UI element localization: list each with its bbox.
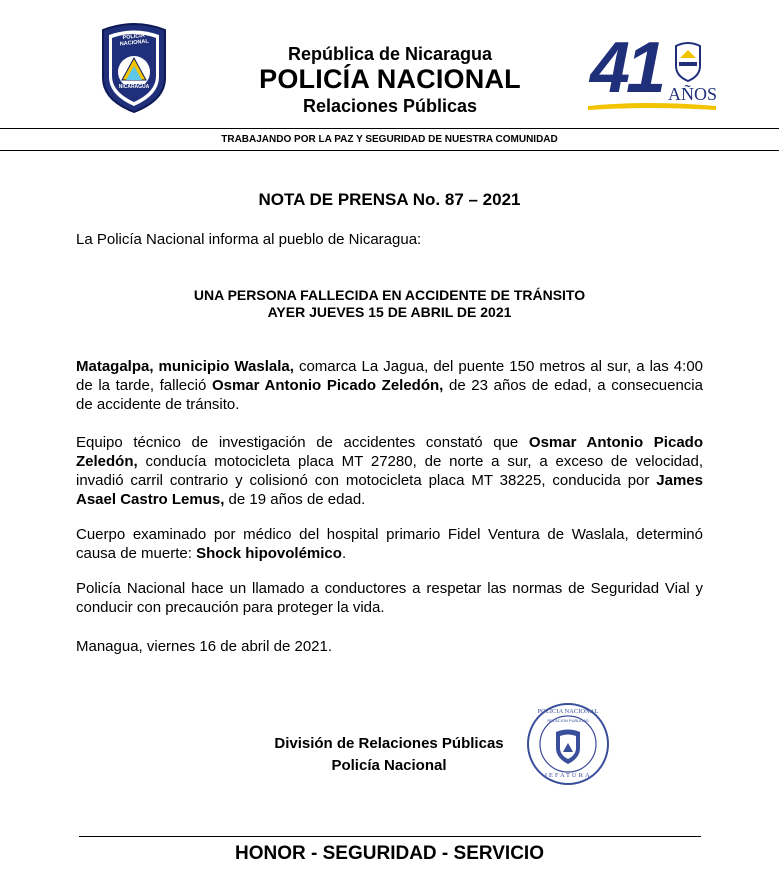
anniversary-41-logo <box>588 28 718 112</box>
seal-middle-text: RELACION PUBLICAS <box>547 718 589 723</box>
p1-victim-name: Osmar Antonio Picado Zeledón, <box>211 377 444 394</box>
p1-location: Matagalpa, municipio Waslala, <box>76 358 294 375</box>
p2-text-3: de 19 años de edad. <box>224 491 366 508</box>
p2-text-2: conducía motocicleta placa MT 27280, de norte a sur, a exceso de velocidad, invadió carril contrario y colisionó con motocicleta placa MT 38225, conducida por <box>76 453 703 489</box>
seal-top-text: POLICIA NACIONAL <box>537 708 599 715</box>
p3-text-2: . <box>341 545 347 562</box>
headline-line-2: AYER JUEVES 15 DE ABRIL DE 2021 <box>267 304 512 320</box>
paragraph-3 <box>76 525 703 563</box>
p2-victim-name: Osmar Antonio Picado Zeledón, <box>76 434 703 470</box>
date-line: Managua, viernes 16 de abril de 2021. <box>76 638 333 655</box>
p1-text-1: comarca La Jagua, del puente 150 metros al sur, a las 4:00 de la tarde, falleció <box>76 358 703 394</box>
header-rule-bottom <box>0 150 779 151</box>
headline-line-1: UNA PERSONA FALLECIDA EN ACCIDENTE DE TRÁNSITO <box>193 287 586 303</box>
institution-heading: POLICÍA NACIONAL <box>259 64 521 94</box>
p2-driver-name: James Asael Castro Lemus, <box>76 472 703 508</box>
p3-text-1: Cuerpo examinado por médico del hospital primario Fidel Ventura de Waslala, determinó causa de muerte: <box>76 526 703 562</box>
signature-institution: Policía Nacional <box>331 757 447 774</box>
header-rule-top <box>0 128 779 129</box>
republic-heading: República de Nicaragua <box>287 44 493 64</box>
paragraph-1 <box>76 357 703 414</box>
seal-bottom-text: JEFATURA <box>544 772 592 779</box>
intro-text: La Policía Nacional informa al pueblo de Nicaragua: <box>76 231 422 248</box>
p2-text-1: Equipo técnico de investigación de accidentes constató que <box>76 434 529 451</box>
police-shield-logo <box>97 20 171 114</box>
footer-motto: HONOR - SEGURIDAD - SERVICIO <box>235 843 544 864</box>
press-note-title: NOTA DE PRENSA No. 87 – 2021 <box>258 190 521 209</box>
official-seal-stamp <box>526 702 610 786</box>
p3-cause-of-death: Shock hipovolémico <box>196 545 342 562</box>
anniversary-text: AÑOS <box>668 84 718 104</box>
department-heading: Relaciones Públicas <box>302 96 478 116</box>
left-logo-bottom-text: NICARAGUA <box>118 84 150 90</box>
signature-division: División de Relaciones Públicas <box>274 735 504 752</box>
paragraph-2 <box>76 433 703 509</box>
header-motto: TRABAJANDO POR LA PAZ Y SEGURIDAD DE NUESTRA COMUNIDAD <box>221 134 558 145</box>
left-logo-top-text: POLICIA NACIONAL <box>119 32 150 48</box>
footer-rule <box>79 836 701 837</box>
anniversary-number: 41 <box>590 28 663 108</box>
p1-text-2: de 23 años de edad, a consecuencia de accidente de tránsito. <box>76 377 703 413</box>
paragraph-4: Policía Nacional hace un llamado a conductores a respetar las normas de Seguridad Vial y conducir con precaución para proteger la vida. <box>76 580 703 616</box>
